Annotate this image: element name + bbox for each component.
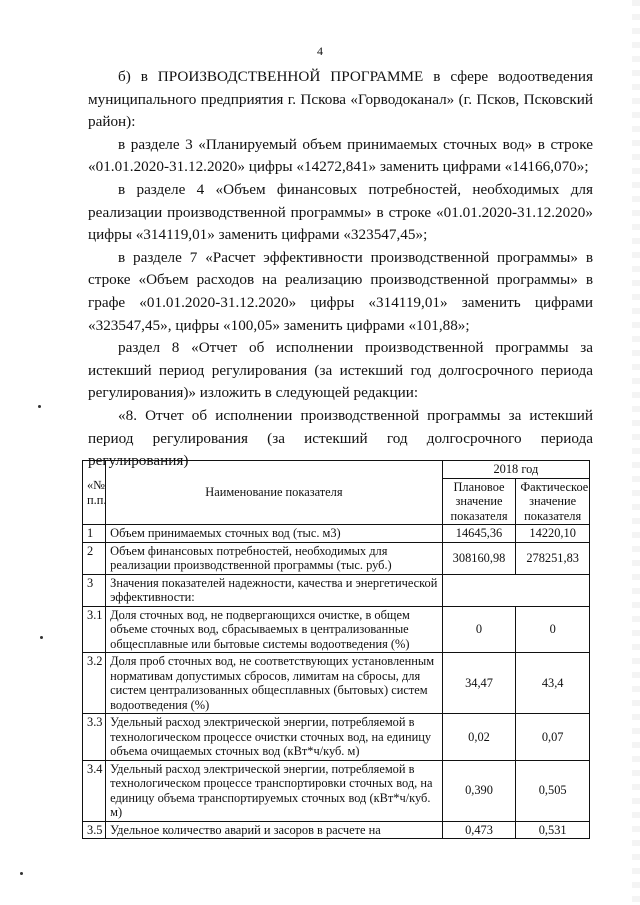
row-num: 1 [83, 525, 106, 543]
table-row [83, 542, 590, 574]
row-actual: 0,505 [516, 760, 590, 821]
header-name: Наименование показателя [106, 461, 443, 525]
row-num: 2 [83, 542, 106, 574]
table-row [83, 574, 590, 606]
row-name: Доля сточных вод, не подвергающихся очистке, в общем объеме сточных вод, сбрасываемых в централизованные общесплавные или бытовые системы водоотведения (%) [106, 606, 443, 653]
row-name: Удельный расход электрической энергии, потребляемой в технологическом процессе очистки сточных вод, на единицу объема очищаемых сточных вод (кВт*ч/куб. м) [106, 714, 443, 761]
row-planned: 308160,98 [442, 542, 516, 574]
row-name: Удельный расход электрической энергии, потребляемой в технологическом процессе транспортировки сточных вод, на единицу объема транспортируемых сточных вод (кВт*ч/куб. м) [106, 760, 443, 821]
row-planned: 14645,36 [442, 525, 516, 543]
row-actual: 0,07 [516, 714, 590, 761]
row-actual: 43,4 [516, 653, 590, 714]
row-name: Удельное количество аварий и засоров в расчете на [106, 821, 443, 839]
scan-speck [40, 636, 43, 639]
scan-speck [38, 405, 41, 408]
paragraph-section-7: в разделе 7 «Расчет эффективности производственной программы» в строке «Объем расходов на реализацию производственной программы» в графе «01.01.2020-31.12.2020» цифры «314119,01» заменить цифрами «323547,45», цифры «100,05» заменить цифрами «101,88»; [88, 248, 593, 334]
paragraph-section-3: в разделе 3 «Планируемый объем принимаемых сточных вод» в строке «01.01.2020-31.12.2020» цифры «14272,841» заменить цифрами «14166,070»; [88, 135, 593, 176]
report-table [82, 460, 590, 839]
header-planned: Плановое значение показателя [442, 478, 516, 525]
paragraph-report-title: «8. Отчет об исполнении производственной программы за истекший период регулирования (за истекший год долгосрочного периода регулирования) [88, 406, 593, 470]
row-actual: 278251,83 [516, 542, 590, 574]
row-actual: 0 [516, 606, 590, 653]
row-num: 3.1 [83, 606, 106, 653]
row-num: 3.3 [83, 714, 106, 761]
row-values-empty [442, 574, 589, 606]
row-num: 3.2 [83, 653, 106, 714]
row-planned: 0,02 [442, 714, 516, 761]
document-body [88, 66, 593, 473]
table-row [83, 525, 590, 543]
row-actual: 14220,10 [516, 525, 590, 543]
table-row [83, 606, 590, 653]
header-actual: Фактическое значение показателя [516, 478, 590, 525]
scan-edge-noise [632, 0, 640, 905]
row-num: 3.4 [83, 760, 106, 821]
header-num: «№ п.п. [83, 461, 106, 525]
row-name: Значения показателей надежности, качества и энергетической эффективности: [106, 574, 443, 606]
row-planned: 0,473 [442, 821, 516, 839]
row-num: 3.5 [83, 821, 106, 839]
paragraph-intro: б) в ПРОИЗВОДСТВЕННОЙ ПРОГРАММЕ в сфере водоотведения муниципального предприятия г. Пскова «Горводоканал» (г. Псков, Псковский район): [88, 68, 593, 131]
row-name: Объем принимаемых сточных вод (тыс. м3) [106, 525, 443, 543]
paragraph-section-8: раздел 8 «Отчет об исполнении производственной программы за истекший период регулирования (за истекший год долгосрочного периода регулирования)» изложить в следующей редакции: [88, 339, 593, 402]
row-planned: 0 [442, 606, 516, 653]
table-row [83, 821, 590, 839]
row-name: Доля проб сточных вод, не соответствующих установленным нормативам допустимых сбросов, лимитам на сбросы, для систем централизованных общесплавных (бытовых) систем водоотведения (%) [106, 653, 443, 714]
row-name: Объем финансовых потребностей, необходимых для реализации производственной программы (тыс. руб.) [106, 542, 443, 574]
row-planned: 34,47 [442, 653, 516, 714]
table-row [83, 653, 590, 714]
table-header-row [83, 461, 590, 479]
row-planned: 0,390 [442, 760, 516, 821]
paragraph-section-4: в разделе 4 «Объем финансовых потребностей, необходимых для реализации производственной программы» в строке «01.01.2020-31.12.2020» цифры «314119,01» заменить цифрами «323547,45»; [88, 180, 593, 244]
scan-speck [20, 872, 23, 875]
table-row [83, 760, 590, 821]
page-number: 4 [317, 44, 323, 58]
table-row [83, 714, 590, 761]
header-year: 2018 год [442, 461, 589, 479]
row-num: 3 [83, 574, 106, 606]
row-actual: 0,531 [516, 821, 590, 839]
